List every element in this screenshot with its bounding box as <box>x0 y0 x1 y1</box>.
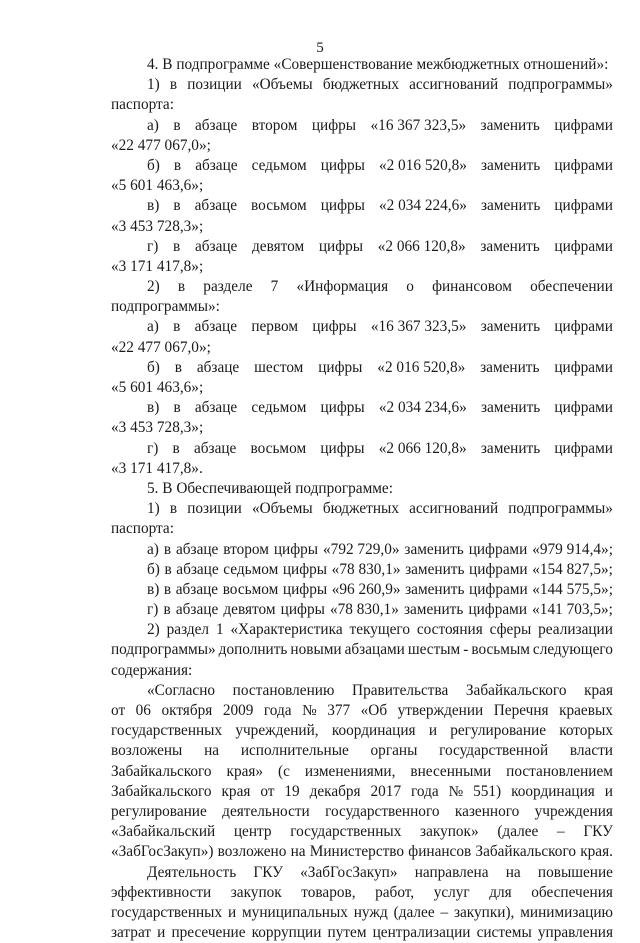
word: о <box>406 278 414 296</box>
word: в <box>163 580 172 598</box>
word: эффективности <box>111 883 212 901</box>
text-line-q-line3 <box>111 721 613 741</box>
text-line-q-line2 <box>111 701 613 721</box>
word: и <box>604 782 613 800</box>
word: № <box>448 782 464 800</box>
word: работ, <box>375 883 415 901</box>
text-line-s4-1b-line1 <box>111 156 613 176</box>
word: в <box>177 278 186 296</box>
word: «ЗабГосЗакуп» <box>300 863 398 881</box>
text-line-d-line1 <box>111 863 613 883</box>
text-line-q-line6 <box>111 782 613 802</box>
word: цифрами <box>554 358 613 376</box>
word: направлена <box>414 863 489 881</box>
word: бюджетных <box>322 76 399 94</box>
text-line-q-line1 <box>111 681 613 701</box>
word: возложено <box>217 843 287 861</box>
word: «2 034 224,6» <box>378 197 467 215</box>
text-line-q-line7 <box>111 802 613 822</box>
word: цифры <box>312 318 357 336</box>
word: возложены <box>111 742 183 760</box>
text-line-s4-2-line2 <box>111 297 613 317</box>
word: которых <box>559 722 613 740</box>
word: для <box>489 883 512 901</box>
word: девятом <box>223 601 276 619</box>
word: восьмом <box>250 439 307 457</box>
text-line-d-line2 <box>111 883 613 903</box>
word: – <box>557 823 565 841</box>
word: «Объемы <box>251 500 313 518</box>
word: цифры <box>282 560 328 578</box>
word: восьмом <box>222 580 279 598</box>
text-line-d-line4 <box>111 923 613 943</box>
word: в <box>169 500 178 518</box>
word: в <box>173 399 181 417</box>
text-line-s4-1a-line1 <box>111 116 613 136</box>
line-text: содержания: <box>111 661 193 679</box>
word: цифры <box>318 237 364 255</box>
word: в) <box>147 580 160 598</box>
word: - <box>463 641 469 659</box>
word: Правительства <box>352 681 449 699</box>
word: абзаце <box>196 358 240 376</box>
word: системы <box>476 924 532 942</box>
word: повышение <box>537 863 613 881</box>
word: цифрами <box>554 156 613 174</box>
text-line-s4-2g-line1 <box>111 439 613 459</box>
word: Деятельность <box>147 863 237 881</box>
word: дополнить <box>218 641 288 659</box>
word: втором <box>251 116 298 134</box>
text-line-s5-1g <box>111 600 613 620</box>
word: в <box>163 601 171 619</box>
word: краевых <box>559 702 613 719</box>
word: Забайкальского <box>111 782 212 800</box>
word: на <box>505 863 521 881</box>
word: абзаце <box>195 156 238 174</box>
text-line-s4-heading <box>111 55 613 75</box>
word: ГКУ <box>583 823 613 841</box>
word: регулирование <box>450 722 546 740</box>
word: заменить <box>403 601 464 619</box>
word: цифрами <box>468 601 528 619</box>
word: первом <box>251 318 299 336</box>
page-number: 5 <box>316 40 324 56</box>
word: в <box>163 540 172 558</box>
text-line-s4-2g-line2 <box>111 459 613 479</box>
word: «2 016 520,8» <box>377 358 466 376</box>
word: 19 <box>284 782 300 800</box>
text-line-s4-1-line2 <box>111 95 613 115</box>
word: абзацами <box>344 641 405 659</box>
line-text: подпрограммы»: <box>111 298 220 316</box>
word: Забайкальского <box>465 681 567 699</box>
word: цифрами <box>554 197 613 215</box>
word: – <box>440 903 449 921</box>
word: постановлению <box>232 681 335 699</box>
word: «78 830,1» <box>330 601 399 619</box>
word: октября <box>161 702 213 719</box>
word: абзаце <box>194 116 238 134</box>
word: от <box>111 702 126 719</box>
text-line-s4-2a-line1 <box>111 317 613 337</box>
word: заменить <box>480 399 541 417</box>
word: «2 066 120,8» <box>378 439 467 457</box>
line-text: «22 477 067,0»; <box>111 338 211 356</box>
word: «Объемы <box>251 76 313 94</box>
word: 2017 <box>370 782 402 800</box>
word: внесенными <box>410 762 492 780</box>
word: государственных <box>290 823 402 841</box>
word: подпрограммы» <box>111 641 216 659</box>
word: «2 066 120,8» <box>377 237 466 255</box>
word: Забайкальского <box>475 843 576 861</box>
word: заменить <box>480 197 541 215</box>
word: путем <box>327 924 367 942</box>
word: на <box>204 742 220 760</box>
word: пресечение <box>171 924 246 942</box>
word: и <box>157 924 166 942</box>
line-text: паспорта: <box>111 520 174 538</box>
word: 1) <box>147 500 160 518</box>
text-line-s5-heading <box>111 479 613 499</box>
word: и <box>227 903 237 921</box>
word: абзаце <box>193 439 237 457</box>
word: раздел <box>166 621 210 639</box>
word: цифры <box>318 358 363 376</box>
word: цифрами <box>554 439 613 457</box>
word: «979 914,4»; <box>532 540 613 558</box>
word: государственной <box>439 742 549 760</box>
line-text: «3 171 417,8»; <box>111 257 204 275</box>
word: в <box>169 76 178 94</box>
text-line-s4-2v-line1 <box>111 398 613 418</box>
text-line-s5-2-line3 <box>111 661 613 681</box>
word: «Информация <box>296 278 389 296</box>
word: государственных <box>111 903 223 921</box>
word: абзаце <box>175 601 219 619</box>
word: года <box>411 782 439 800</box>
word: «16 367 323,5» <box>370 318 467 336</box>
word: финансов <box>408 843 472 861</box>
word: постановлением <box>506 762 613 780</box>
word: цифры <box>320 399 365 417</box>
word: края. <box>580 843 613 861</box>
line-text: «3 453 728,3»; <box>111 217 204 235</box>
word: власти <box>569 742 613 760</box>
word: г) <box>147 601 159 619</box>
line-text: 4. В подпрограмме «Совершенствование межбюджетных отношений»: <box>147 56 609 73</box>
word: г) <box>147 439 159 457</box>
word: абзаце <box>194 237 238 255</box>
word: седьмом <box>251 156 307 174</box>
word: в) <box>147 399 160 417</box>
word: декабря <box>309 782 361 800</box>
word: края <box>584 681 613 699</box>
text-line-s5-1-line2 <box>111 519 613 539</box>
word: цифры <box>311 116 357 134</box>
document-body <box>111 55 613 943</box>
word: текущего <box>349 621 410 639</box>
line-text: 5. В Обеспечивающей подпрограмме: <box>147 479 393 497</box>
word: подпрограммы» <box>508 500 613 518</box>
word: учреждения <box>534 802 613 820</box>
word: от <box>260 782 275 800</box>
text-line-s4-2a-line2 <box>111 338 613 358</box>
word: обеспечения <box>531 883 613 901</box>
word: услуг <box>433 883 470 901</box>
word: заменить <box>480 237 540 255</box>
word: государственного <box>325 802 440 820</box>
text-line-s5-1b <box>111 560 613 580</box>
word: минимизацию <box>520 903 613 921</box>
word: 06 <box>135 702 151 719</box>
word: цифрами <box>468 540 528 558</box>
word: утверждении <box>397 702 484 719</box>
text-line-s5-2-line2 <box>111 640 613 660</box>
word: заменить <box>480 318 541 336</box>
word: муниципальных <box>242 903 348 921</box>
word: цифры <box>273 540 319 558</box>
word: в <box>173 116 181 134</box>
word: на <box>290 843 306 861</box>
word: «Забайкальский <box>111 823 216 841</box>
word: учреждений, <box>235 722 319 740</box>
word: деятельности <box>222 802 310 820</box>
word: заменить <box>405 560 465 578</box>
text-line-s4-1v-line2 <box>111 217 613 237</box>
text-line-s4-1g-line2 <box>111 257 613 277</box>
word: 377 <box>327 702 351 719</box>
line-text: «3 453 728,3»; <box>111 419 204 437</box>
word: втором <box>223 540 269 558</box>
word: цифры <box>320 439 365 457</box>
word: г) <box>147 237 159 255</box>
word: года <box>263 702 292 719</box>
line-text: «5 601 463,6»; <box>111 177 204 195</box>
text-line-s4-2b-line1 <box>111 358 613 378</box>
word: в <box>164 560 172 578</box>
word: «141 703,5»; <box>532 601 613 619</box>
word: в <box>172 439 180 457</box>
word: цифрами <box>554 116 613 134</box>
word: Министерство <box>309 843 405 861</box>
word: закупки), <box>453 903 515 921</box>
word: 2) <box>147 278 160 296</box>
word: подпрограммы» <box>508 76 613 94</box>
word: (далее <box>497 823 539 841</box>
word: края <box>221 782 251 800</box>
word: Перечня <box>493 702 549 719</box>
word: позиции <box>187 76 242 94</box>
text-line-s5-1-line1 <box>111 499 613 519</box>
line-text: паспорта: <box>111 96 174 114</box>
word: закупок <box>230 883 282 901</box>
word: следующего <box>532 641 613 659</box>
word: абзаце <box>194 318 238 336</box>
word: «144 575,5»; <box>532 580 613 598</box>
text-line-s4-1g-line1 <box>111 237 613 257</box>
word: нужд <box>353 903 388 921</box>
text-line-s5-1v <box>111 580 613 600</box>
word: органы <box>370 742 418 760</box>
word: координация <box>511 782 595 800</box>
word: «96 260,9» <box>331 580 401 598</box>
word: «Характеристика <box>230 621 343 639</box>
word: края» <box>226 762 264 780</box>
word: 1) <box>147 76 160 94</box>
word: изменениями, <box>304 762 396 780</box>
word: заменить <box>480 439 541 457</box>
word: цифрами <box>469 560 528 578</box>
word: а) <box>147 116 159 134</box>
word: 2) <box>147 621 160 639</box>
word: 551) <box>473 782 502 800</box>
word: цифры <box>320 197 365 215</box>
word: в <box>173 237 181 255</box>
text-line-s4-1b-line2 <box>111 176 613 196</box>
line-text: «3 171 417,8». <box>111 459 203 477</box>
word: цифрами <box>554 318 613 336</box>
word: цифрами <box>554 237 613 255</box>
word: (далее <box>393 903 435 921</box>
text-line-s4-1a-line2 <box>111 136 613 156</box>
word: ассигнований <box>409 500 499 518</box>
word: «Согласно <box>147 681 216 699</box>
word: в) <box>147 197 160 215</box>
word: заменить <box>480 116 540 134</box>
word: заменить <box>404 540 464 558</box>
word: 1 <box>215 621 224 639</box>
word: «Об <box>360 702 388 719</box>
word: ассигнований <box>409 76 499 94</box>
word: заменить <box>480 358 540 376</box>
word: состояния <box>416 621 483 639</box>
word: исполнительные <box>240 742 349 760</box>
word: «78 830,1» <box>331 560 401 578</box>
word: б) <box>147 156 160 174</box>
text-line-q-line5 <box>111 762 613 782</box>
word: б) <box>147 560 160 578</box>
word: девятом <box>252 237 305 255</box>
word: абзаце <box>175 580 219 598</box>
word: цифрами <box>469 580 528 598</box>
word: а) <box>147 318 159 336</box>
word: абзаце <box>175 540 219 558</box>
text-line-s4-2b-line2 <box>111 378 613 398</box>
word: «2 016 520,8» <box>378 156 467 174</box>
word: цифры <box>282 580 328 598</box>
word: новыми <box>290 641 342 659</box>
word: закупок» <box>420 823 479 841</box>
word: заменить <box>405 580 465 598</box>
text-line-s5-1a <box>111 540 613 560</box>
word: государственных <box>111 722 223 740</box>
text-line-s4-1v-line1 <box>111 196 613 216</box>
word: коррупции <box>251 924 322 942</box>
word: Забайкальского <box>111 762 212 780</box>
word: регулирование <box>111 802 207 820</box>
text-line-q-line8 <box>111 822 613 842</box>
word: позиции <box>187 500 242 518</box>
word: бюджетных <box>322 500 399 518</box>
word: «ЗабГосЗакуп») <box>111 843 214 861</box>
line-text: «22 477 067,0»; <box>111 136 211 154</box>
word: № <box>302 702 317 719</box>
word: а) <box>147 540 159 558</box>
word: «16 367 323,5» <box>370 116 467 134</box>
word: казенного <box>454 802 520 820</box>
text-line-s4-2-line1 <box>111 277 613 297</box>
word: б) <box>147 358 160 376</box>
text-line-s4-2v-line2 <box>111 418 613 438</box>
line-text: «5 601 463,6»; <box>111 379 204 396</box>
word: «2 034 234,6» <box>378 399 467 417</box>
word: в <box>173 318 181 336</box>
word: в <box>174 358 182 376</box>
word: централизации <box>372 924 471 942</box>
word: «792 729,0» <box>323 540 400 558</box>
word: абзаце <box>194 197 238 215</box>
word: в <box>173 197 181 215</box>
word: седьмом <box>251 399 307 417</box>
word: координация <box>331 722 416 740</box>
word: и <box>428 722 437 740</box>
word: «154 827,5»; <box>532 560 613 578</box>
word: абзаце <box>176 560 219 578</box>
word: восьмом <box>251 197 307 215</box>
word: (с <box>278 762 290 780</box>
word: цифры <box>280 601 325 619</box>
word: 7 <box>270 278 279 296</box>
word: 2009 <box>222 702 254 719</box>
word: восьмым <box>471 641 530 659</box>
text-line-s4-1-line1 <box>111 75 613 95</box>
word: ГКУ <box>253 863 283 881</box>
text-line-q-line9 <box>111 842 613 862</box>
word: обеспечении <box>530 278 613 296</box>
word: абзаце <box>194 399 238 417</box>
text-line-d-line3 <box>111 903 613 923</box>
word: цифры <box>320 156 365 174</box>
text-line-q-line4 <box>111 741 613 761</box>
word: реализации <box>538 621 613 639</box>
text-line-s5-2-line1 <box>111 620 613 640</box>
word: цифрами <box>554 399 613 417</box>
word: шестом <box>254 358 304 376</box>
word: финансовом <box>432 278 512 296</box>
word: в <box>173 156 182 174</box>
word: товаров, <box>301 883 356 901</box>
word: управления <box>537 924 613 942</box>
word: шестым <box>407 641 461 659</box>
word: центр <box>233 823 272 841</box>
word: седьмом <box>223 560 279 578</box>
word: заменить <box>480 156 541 174</box>
word: разделе <box>203 278 253 296</box>
word: затрат <box>111 924 152 942</box>
word: сферы <box>489 621 532 639</box>
